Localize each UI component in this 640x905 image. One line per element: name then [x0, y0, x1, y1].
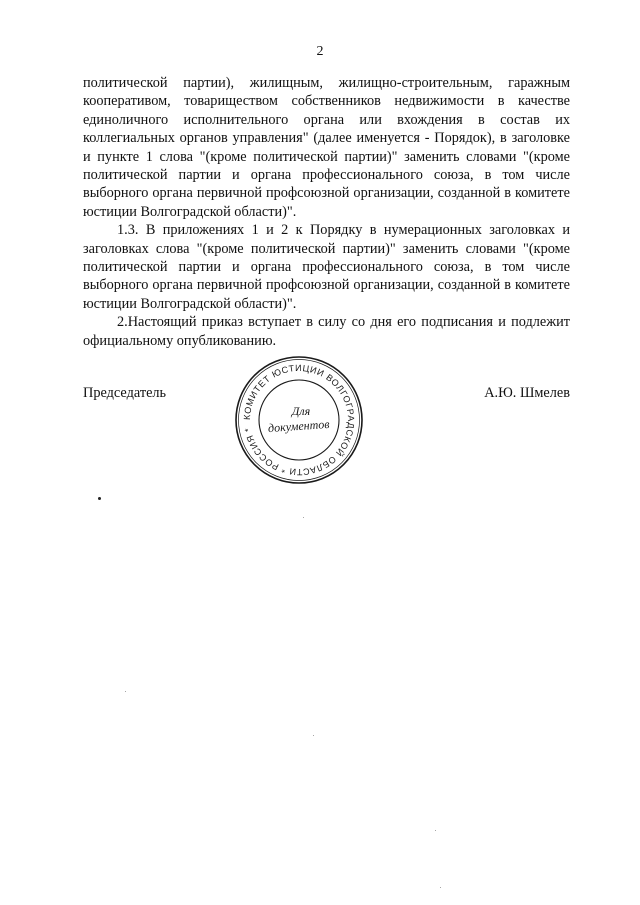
scan-speck	[303, 517, 304, 518]
document-body	[83, 74, 570, 350]
official-stamp	[229, 350, 369, 490]
scan-speck	[440, 887, 441, 888]
paragraph-continuation: политической партии), жилищным, жилищно-строительным, гаражным кооперативом, товариществом собственников недвижимости в качестве единоличного исполнительного органа или вхождения в состав их коллегиальных органов управления" (далее именуется - Порядок), в заголовке и пункте 1 слова "(кроме политической партии)" заменить словами "(кроме политической партии и органа профессионального союза, в том числе выборного органа первичной профсоюзной организации, созданной в комитете юстиции Волгоградской области)".	[83, 75, 570, 220]
scan-speck	[435, 830, 436, 831]
paragraph-1-3: 1.3. В приложениях 1 и 2 к Порядку в нумерационных заголовках и заголовках слова "(кроме политической партии)" заменить словами "(кроме политической партии и органа профессионального союза, в том числе выборного органа первичной профсоюзной организации, созданной в комитете юстиции Волгоградской области)".	[83, 222, 570, 312]
stamp-center-line2: документов	[267, 416, 330, 436]
scan-speck	[98, 497, 101, 500]
signature-role: Председатель	[83, 385, 167, 401]
stamp-ring-textpath: КОМИТЕТ ЮСТИЦИИ ВОЛГОГРАДСКОЙ ОБЛАСТИ * РОССИЯ *	[241, 362, 357, 478]
signature-name: А.Ю. Шмелев	[484, 385, 570, 401]
scan-speck	[313, 735, 314, 736]
paragraph-2: 2.Настоящий приказ вступает в силу со дня его подписания и подлежит официальному опубликованию.	[83, 314, 570, 349]
page-number: 2	[316, 44, 324, 59]
stamp-center-line1: Для	[291, 404, 311, 418]
scan-speck	[125, 691, 126, 692]
